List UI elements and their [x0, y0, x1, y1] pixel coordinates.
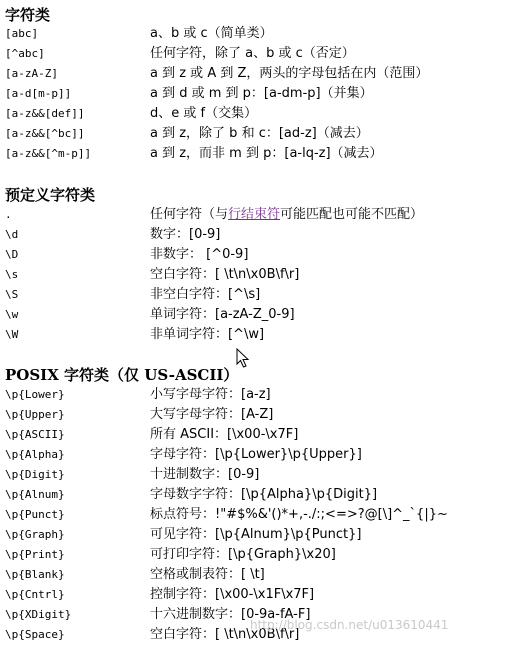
table-row	[0, 466, 506, 485]
regex-code: \p{Punct}	[5, 508, 65, 521]
regex-code: \p{Space}	[5, 628, 65, 641]
regex-description: 可见字符：[\p{Alnum}\p{Punct}]	[150, 527, 362, 542]
regex-description: a 到 z 或 A 到 Z，两头的字母包括在内（范围）	[150, 66, 429, 81]
regex-code: \p{Print}	[5, 548, 65, 561]
regex-description: a 到 z，而非 m 到 p：[a-lq-z]（减去）	[150, 146, 383, 161]
table-row	[0, 105, 506, 124]
table-row	[0, 286, 506, 305]
regex-description: 十进制数字：[0-9]	[150, 467, 260, 482]
table-row	[0, 306, 506, 325]
regex-code: \p{Cntrl}	[5, 588, 65, 601]
regex-code: \s	[5, 268, 19, 281]
table-row	[0, 246, 506, 265]
description-text: 任何字符（与	[150, 207, 229, 222]
regex-code: [abc]	[5, 27, 39, 40]
regex-description: 字母字符：[\p{Lower}\p{Upper}]	[150, 447, 362, 462]
regex-description: 任何字符，除了 a、b 或 c（否定）	[150, 46, 355, 61]
regex-description: 非单词字符：[^\w]	[150, 327, 265, 342]
regex-description	[150, 206, 423, 224]
table-row	[0, 25, 506, 44]
table-row	[0, 506, 506, 525]
regex-description: 字母数字字符：[\p{Alpha}\p{Digit}]	[150, 487, 378, 502]
regex-code: \W	[5, 328, 19, 341]
regex-description: 可打印字符：[\p{Graph}\x20]	[150, 547, 336, 562]
table-row	[0, 546, 506, 565]
table-row	[0, 566, 506, 585]
table-row	[0, 206, 506, 225]
line-terminator-link[interactable]: 行结束符	[228, 207, 281, 222]
regex-description: 标点符号：!"#$%&'()*+,-./:;<=>?@[\]^_`{|}~	[150, 507, 448, 522]
table-row	[0, 386, 506, 405]
regex-code: \p{Upper}	[5, 408, 65, 421]
regex-code: \p{Alpha}	[5, 448, 65, 461]
section-title-predefined-classes: 预定义字符类	[5, 186, 96, 204]
regex-description: 小写字母字符：[a-z]	[150, 387, 271, 402]
section-title-posix-classes: POSIX 字符类（仅 US-ASCII）	[5, 366, 239, 384]
table-row	[0, 266, 506, 285]
regex-code: \w	[5, 308, 19, 321]
table-row	[0, 45, 506, 64]
regex-code: .	[5, 208, 12, 221]
regex-description: 十六进制数字：[0-9a-fA-F]	[150, 607, 311, 622]
table-row	[0, 406, 506, 425]
regex-code: \p{Lower}	[5, 388, 65, 401]
regex-code: \p{Graph}	[5, 528, 65, 541]
table-row	[0, 486, 506, 505]
regex-code: [a-z&&[^bc]]	[5, 127, 85, 140]
regex-code: [^abc]	[5, 47, 45, 60]
table-row	[0, 426, 506, 445]
regex-code: \p{ASCII}	[5, 428, 65, 441]
watermark: http://blog.csdn.net/u013610441	[250, 618, 449, 632]
table-row	[0, 586, 506, 605]
regex-code: \D	[5, 248, 19, 261]
regex-code: \p{Blank}	[5, 568, 65, 581]
regex-description: 空白字符：[ \t\n\x0B\f\r]	[150, 627, 300, 642]
regex-description: d、e 或 f（交集）	[150, 106, 258, 121]
regex-code: [a-zA-Z]	[5, 67, 58, 80]
regex-description: 非数字： [^0-9]	[150, 247, 249, 262]
regex-code: \S	[5, 288, 19, 301]
regex-code: \d	[5, 228, 19, 241]
regex-description: 空格或制表符：[ \t]	[150, 567, 265, 582]
regex-description: 单词字符：[a-zA-Z_0-9]	[150, 307, 295, 322]
mouse-cursor-icon	[236, 348, 250, 370]
regex-description: a、b 或 c（简单类）	[150, 26, 273, 41]
regex-description: 大写字母字符：[A-Z]	[150, 407, 274, 422]
regex-code: \p{XDigit}	[5, 608, 72, 621]
regex-description: 空白字符：[ \t\n\x0B\f\r]	[150, 267, 300, 282]
table-row	[0, 526, 506, 545]
table-row	[0, 145, 506, 164]
section-title-character-classes: 字符类	[5, 6, 51, 24]
table-row	[0, 326, 506, 345]
table-row	[0, 446, 506, 465]
description-text: 可能匹配也可能不匹配）	[280, 207, 424, 222]
regex-description: 非空白字符：[^\s]	[150, 287, 261, 302]
table-row	[0, 65, 506, 84]
table-row	[0, 85, 506, 104]
regex-description: 所有 ASCII：[\x00-\x7F]	[150, 427, 299, 442]
regex-description: 数字：[0-9]	[150, 227, 221, 242]
table-row	[0, 125, 506, 144]
regex-code: \p{Digit}	[5, 468, 65, 481]
regex-description: 控制字符：[\x00-\x1F\x7F]	[150, 587, 315, 602]
regex-description: a 到 d 或 m 到 p：[a-dm-p]（并集）	[150, 86, 373, 101]
regex-description: a 到 z，除了 b 和 c：[ad-z]（减去）	[150, 126, 369, 141]
regex-code: [a-z&&[^m-p]]	[5, 147, 92, 160]
regex-code: \p{Alnum}	[5, 488, 65, 501]
regex-code: [a-z&&[def]]	[5, 107, 85, 120]
regex-code: [a-d[m-p]]	[5, 87, 72, 100]
table-row	[0, 226, 506, 245]
